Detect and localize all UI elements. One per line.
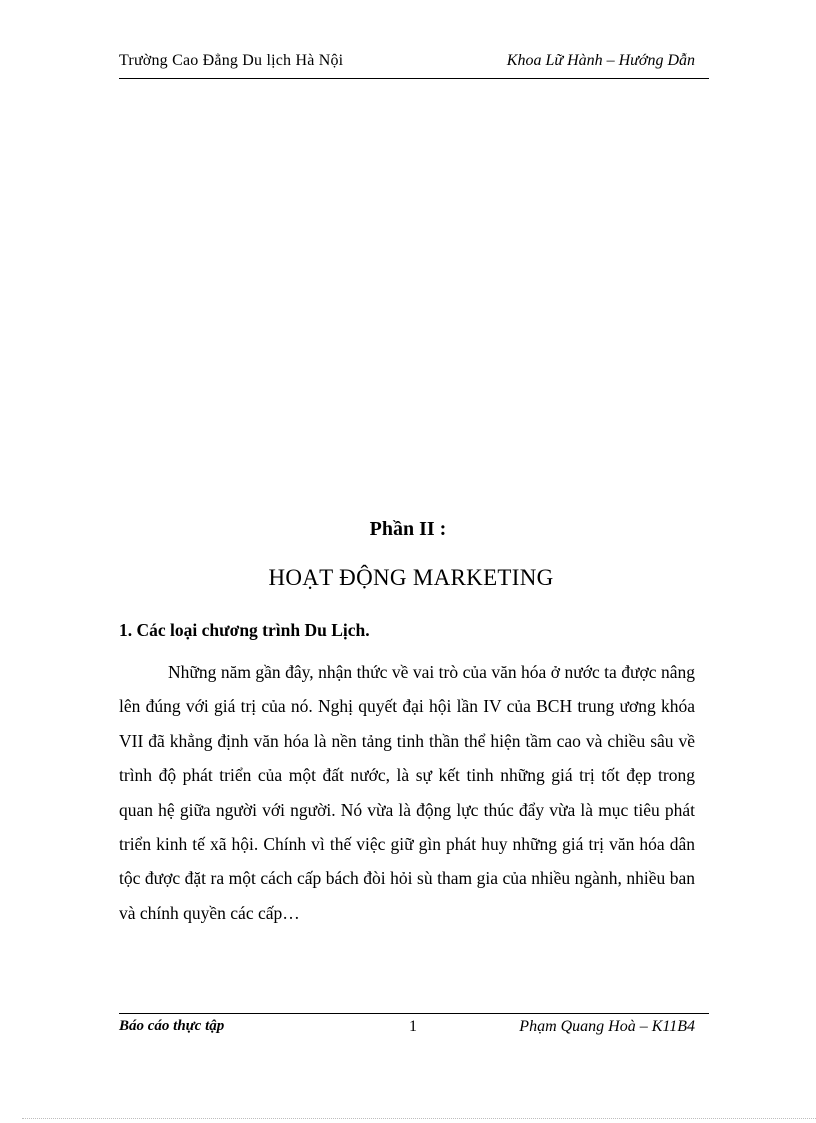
body-paragraph: Những năm gần đây, nhận thức về vai trò của văn hóa ở nước ta được nâng lên đúng với giá trị của nó. Nghị quyết đại hội lần IV của BCH trung ương khóa VII đã khẳng định văn hóa là nền tảng tinh thần thể hiện tầm cao và chiều sâu về trình độ phát triển của một đất nước, là sự kết tinh những giá trị tốt đẹp trong quan hệ giữa người với người. Nó vừa là động lực thúc đẩy vừa là mục tiêu phát triển kinh tế xã hội. Chính vì thế việc giữ gìn phát huy những giá trị văn hóa dân tộc được đặt ra một cách cấp bách đòi hỏi sù tham gia của nhiều ngành, nhiều ban và chính quyền các cấp… [119,662,695,923]
footer-report-label: Báo cáo thực tập [119,1018,225,1034]
header-department: Khoa Lữ Hành – Hướng Dẫn [506,52,695,69]
main-title: HOẠT ĐỘNG MARKETING [268,565,554,590]
footer-author: Phạm Quang Hoà – K11B4 [519,1018,695,1035]
part-title: Phần II : [369,518,447,540]
header-school-name: Trường Cao Đẳng Du lịch Hà Nội [119,52,344,69]
section-heading: 1. Các loại chương trình Du Lịch. [119,620,370,640]
page-bottom-edge [22,1118,816,1119]
page-footer [119,1013,709,1040]
page-number: 1 [409,1018,417,1035]
page-header [119,52,709,79]
